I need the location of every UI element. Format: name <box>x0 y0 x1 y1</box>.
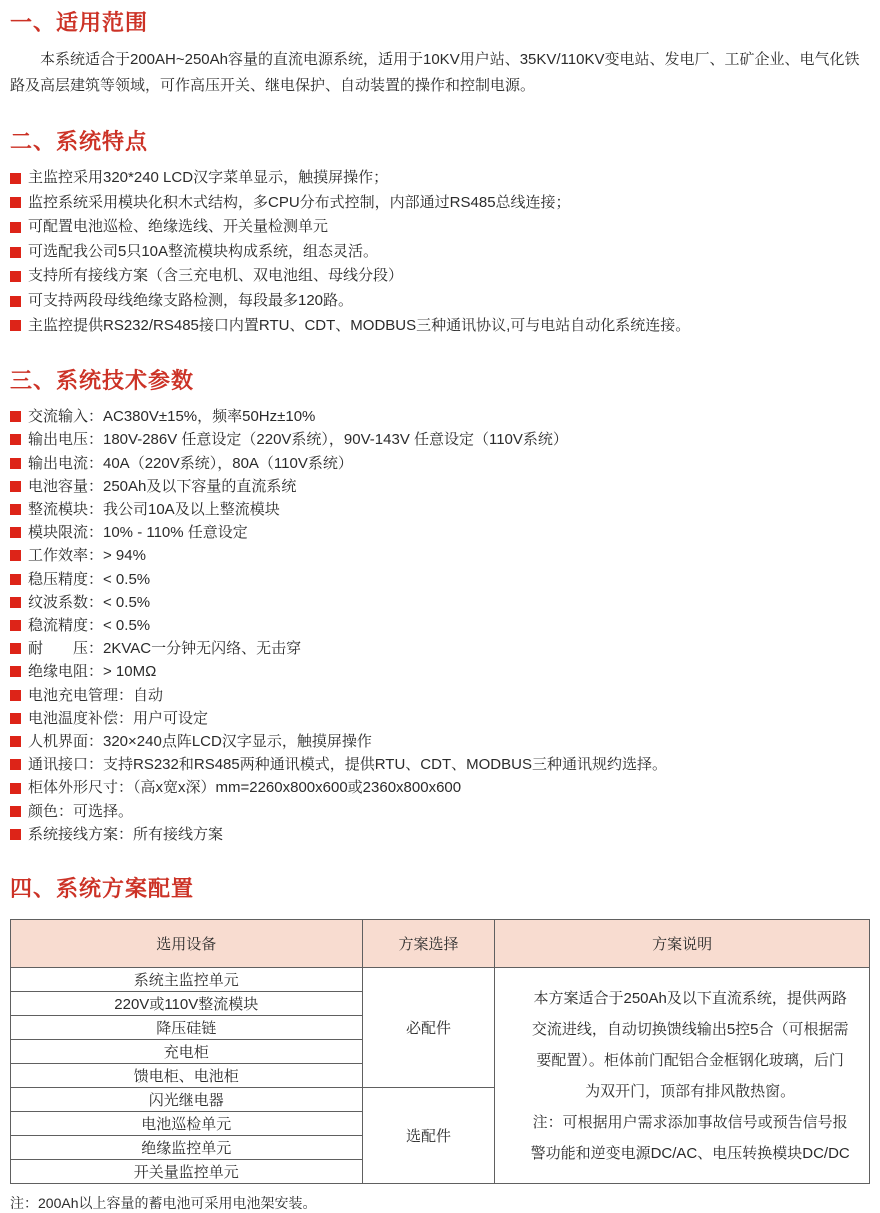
param-item-text: 交流输入：AC380V±15%，频率50Hz±10% <box>28 408 316 426</box>
bullet-square-icon <box>10 197 21 208</box>
header-plan-column: 方案选择 <box>362 920 495 968</box>
bullet-square-icon <box>10 481 21 492</box>
feature-item-text: 支持所有接线方案（含三充电机、双电池组、母线分段） <box>28 267 404 285</box>
param-item-text: 输出电压：180V-286V 任意设定（220V系统），90V-143V 任意设定（110V系统） <box>28 431 568 449</box>
bullet-square-icon <box>10 527 21 538</box>
feature-item <box>10 314 870 339</box>
bullet-square-icon <box>10 247 21 258</box>
param-item <box>10 614 870 637</box>
param-item <box>10 475 870 498</box>
bullet-square-icon <box>10 597 21 608</box>
bullet-square-icon <box>10 271 21 282</box>
bullet-square-icon <box>10 666 21 677</box>
table-row <box>11 968 870 992</box>
bullet-square-icon <box>10 173 21 184</box>
param-item-text: 模块限流：10% - 110% 任意设定 <box>28 524 248 542</box>
param-item <box>10 498 870 521</box>
bullet-square-icon <box>10 434 21 445</box>
param-item-text: 电池容量：250Ah及以下容量的直流系统 <box>28 477 297 495</box>
param-item <box>10 800 870 823</box>
feature-item <box>10 289 870 314</box>
param-item-text: 绝缘电阻：> 10MΩ <box>28 663 157 681</box>
plan-required-cell: 必配件 <box>362 968 495 1088</box>
header-device-column: 选用设备 <box>11 920 363 968</box>
param-item-text: 稳压精度：< 0.5% <box>28 570 151 588</box>
param-item <box>10 684 870 707</box>
feature-item-text: 可配置电池巡检、绝缘选线、开关量检测单元 <box>28 218 329 236</box>
bullet-square-icon <box>10 550 21 561</box>
bullet-square-icon <box>10 504 21 515</box>
param-item <box>10 660 870 683</box>
device-cell: 220V或110V整流模块 <box>11 992 363 1016</box>
param-item-text: 通讯接口：支持RS232和RS485两种通讯模式，提供RTU、CDT、MODBUS三种通讯规约选择。 <box>28 756 667 774</box>
section-config-heading: 四、系统方案配置 <box>10 876 195 902</box>
param-item <box>10 823 870 846</box>
param-item <box>10 428 870 451</box>
plan-description-cell <box>495 968 870 1184</box>
param-item-text: 颜色：可选择。 <box>28 802 134 820</box>
param-item-text: 电池温度补偿：用户可设定 <box>28 709 209 727</box>
bullet-square-icon <box>10 574 21 585</box>
feature-item <box>10 240 870 265</box>
param-item-text: 整流模块：我公司10A及以上整流模块 <box>28 500 280 518</box>
device-cell: 系统主监控单元 <box>11 968 363 992</box>
feature-item <box>10 166 870 191</box>
param-item <box>10 753 870 776</box>
param-item <box>10 521 870 544</box>
table-header-row <box>11 920 870 968</box>
feature-item-text: 主监控采用320*240 LCD汉字菜单显示，触摸屏操作； <box>28 169 389 186</box>
param-item-text: 系统接线方案：所有接线方案 <box>28 825 224 843</box>
bullet-square-icon <box>10 411 21 422</box>
feature-item <box>10 215 870 240</box>
bullet-square-icon <box>10 829 21 840</box>
header-description-column: 方案说明 <box>495 920 870 968</box>
param-item <box>10 452 870 475</box>
feature-item-text: 监控系统采用模块化积木式结构，多CPU分布式控制，内部通过RS485总线连接； <box>28 193 571 211</box>
config-table <box>10 919 870 1184</box>
bullet-square-icon <box>10 759 21 770</box>
bullet-square-icon <box>10 736 21 747</box>
feature-item-text: 主监控提供RS232/RS485接口内置RTU、CDT、MODBUS三种通讯协议,可与电站自动化系统连接。 <box>28 316 691 334</box>
feature-item <box>10 264 870 289</box>
description-main: 本方案适合于250Ah及以下直流系统，提供两路交流进线，自动切换馈线输出5控5合（可根据需要配置）。柜体前门配铝合金框钢化玻璃，后门为双开门，顶部有排风散热窗。 <box>531 989 849 1100</box>
param-item <box>10 776 870 799</box>
param-item <box>10 730 870 753</box>
param-item-text: 耐 压：2KVAC一分钟无闪络、无击穿 <box>28 640 302 658</box>
feature-item-text: 可支持两段母线绝缘支路检测，每段最多120路。 <box>28 291 354 309</box>
description-note: 注：可根据用户需求添加事故信号或预告信号报警功能和逆变电源DC/AC、电压转换模块DC/DC <box>530 1113 850 1162</box>
param-item-text: 柜体外形尺寸：（高x宽x深）mm=2260x800x600或2360x800x600 <box>28 779 462 797</box>
device-cell: 电池巡检单元 <box>11 1112 363 1136</box>
bullet-square-icon <box>10 806 21 817</box>
param-item-text: 电池充电管理：自动 <box>28 686 164 704</box>
param-item-text: 人机界面：320×240点阵LCD汉字显示，触摸屏操作 <box>28 733 372 750</box>
param-item-text: 工作效率：> 94% <box>28 547 146 565</box>
features-list <box>10 166 870 338</box>
param-item-text: 纹波系数：< 0.5% <box>28 593 151 611</box>
section-params-heading: 三、系统技术参数 <box>10 368 195 394</box>
device-cell: 闪光继电器 <box>11 1088 363 1112</box>
param-item <box>10 637 870 660</box>
section-scope-heading: 一、适用范围 <box>10 10 149 35</box>
device-cell: 降压硅链 <box>11 1016 363 1040</box>
param-item <box>10 405 870 428</box>
bullet-square-icon <box>10 783 21 794</box>
section-features-heading: 二、系统特点 <box>10 129 149 154</box>
bullet-square-icon <box>10 296 21 307</box>
device-cell: 馈电柜、电池柜 <box>11 1064 363 1088</box>
scope-paragraph: 本系统适合于200AH~250Ah容量的直流电源系统，适用于10KV用户站、35KV/110KV变电站、发电厂、工矿企业、电气化铁路及高层建筑等领域，可作高压开关、继电保护、自动装置的操作和控制电源。 <box>10 51 860 94</box>
bullet-square-icon <box>10 620 21 631</box>
param-item <box>10 544 870 567</box>
param-item-text: 稳流精度：< 0.5% <box>28 616 151 634</box>
params-list <box>10 405 870 846</box>
bullet-square-icon <box>10 458 21 469</box>
device-cell: 开关量监控单元 <box>11 1160 363 1184</box>
feature-item-text: 可选配我公司5只10A整流模块构成系统，组态灵活。 <box>28 242 379 260</box>
device-cell: 绝缘监控单元 <box>11 1136 363 1160</box>
param-item-text: 输出电流：40A（220V系统），80A（110V系统） <box>28 454 353 472</box>
param-item <box>10 707 870 730</box>
param-item <box>10 591 870 614</box>
bullet-square-icon <box>10 222 21 233</box>
bullet-square-icon <box>10 320 21 331</box>
bullet-square-icon <box>10 690 21 701</box>
page-footnote: 注：200Ah以上容量的蓄电池可采用电池架安装。 <box>10 1195 317 1212</box>
bullet-square-icon <box>10 643 21 654</box>
feature-item <box>10 191 870 216</box>
bullet-square-icon <box>10 713 21 724</box>
param-item <box>10 568 870 591</box>
device-cell: 充电柜 <box>11 1040 363 1064</box>
plan-optional-cell: 选配件 <box>362 1088 495 1184</box>
